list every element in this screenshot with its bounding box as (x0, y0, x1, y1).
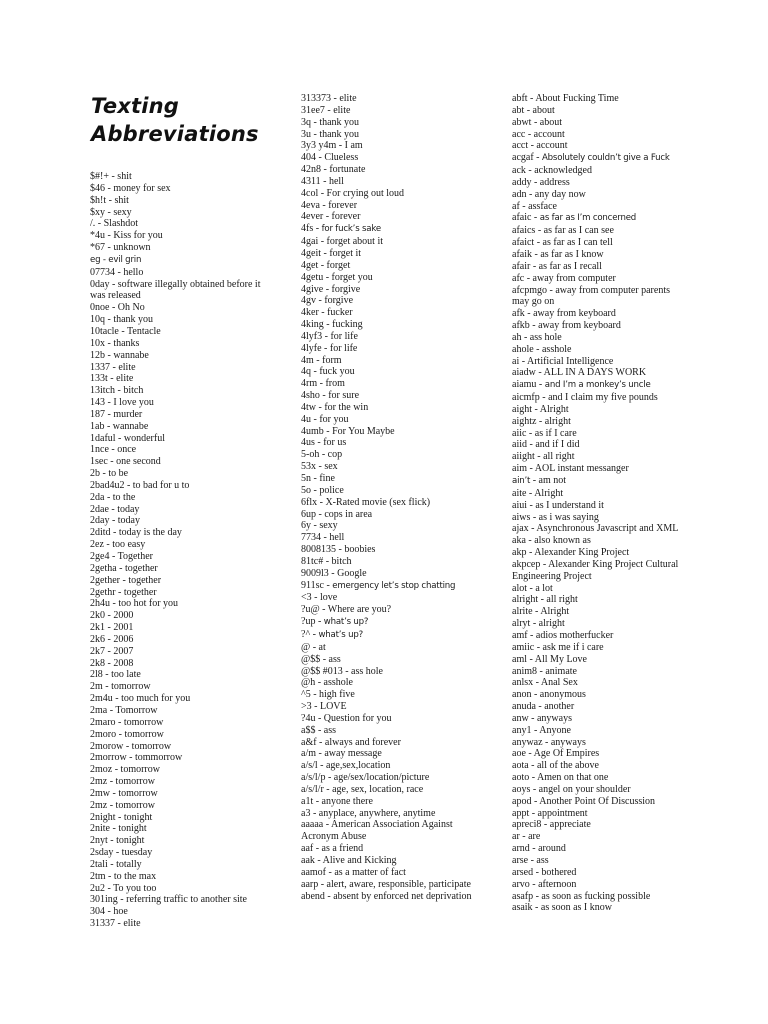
abbreviation-entry: anuda - another (512, 701, 575, 713)
abbreviation-entry: ?^ - what’s up? (301, 628, 363, 640)
abbreviation-entry: $xy - sexy (90, 206, 132, 218)
abbreviation-entry: afk - away from keyboard (512, 308, 616, 320)
abbreviation-entry: 2m - tomorrow (90, 681, 151, 693)
abbreviation-entry: aota - all of the above (512, 760, 599, 772)
abbreviation-entry: a/m - away message (301, 748, 382, 760)
abbreviation-entry: 2h4u - too hot for you (90, 598, 179, 610)
abbreviation-entry: anywaz - anyways (512, 736, 586, 748)
abbreviation-entry: 1ab - wannabe (90, 420, 149, 432)
abbreviation-entry: aaf - as a friend (301, 843, 364, 855)
abbreviation-entry: 2l8 - too late (90, 669, 141, 681)
abbreviation-entry: 6flx - X-Rated movie (sex flick) (301, 496, 431, 508)
abbreviation-column-3 (512, 93, 687, 914)
abbreviation-entry: a1t - anyone there (301, 795, 373, 807)
abbreviation-entry: acc - account (512, 128, 565, 140)
abbreviation-entry: $h!t - shit (90, 194, 129, 206)
styled-definition: for fuck’s sake (321, 224, 381, 235)
abbreviation-entry: 2ditd - today is the day (90, 527, 182, 539)
abbreviation-entry: abwt - about (512, 116, 562, 128)
abbreviation-entry: 4q - fuck you (301, 366, 355, 378)
abbreviation-entry: 2night - tonight (90, 811, 153, 823)
abbreviation-entry: 2nyt - tonight (90, 835, 145, 847)
abbreviation-entry: 4tw - for the win (301, 401, 369, 413)
abbreviation-entry: ?4u - Question for you (301, 712, 392, 724)
abbreviation-entry: *67 - unknown (90, 242, 151, 254)
abbreviation-entry: apreci8 - appreciate (512, 819, 591, 831)
abbreviation-entry: aim - AOL instant messanger (512, 463, 629, 475)
styled-definition: eg - evil grin (90, 254, 142, 265)
abbreviation-entry: 2ge4 - Together (90, 551, 153, 562)
styled-definition: what’s up? (323, 617, 369, 628)
abbreviation-entry: ack - acknowledged (512, 165, 592, 177)
abbreviation-entry: aiic - as if I care (512, 427, 577, 439)
abbreviation-entry: ajax - Asynchronous Javascript and XML (512, 523, 679, 535)
abbreviation-entry: 2mz - tomorrow (90, 776, 155, 788)
abbreviation-entry: 2ez - too easy (90, 539, 146, 551)
abbreviation-entry: 1sec - one second (90, 456, 161, 468)
abbreviation-entry: amiic - ask me if i care (512, 641, 604, 653)
styled-definition: emergency let’s stop chatting (332, 580, 456, 591)
abbreviation-entry: ?up - what’s up? (301, 616, 369, 628)
abbreviation-entry: 4lyf3 - for life (301, 330, 358, 342)
abbreviation-entry: arvo - afternoon (512, 878, 577, 890)
styled-definition: ain’t (512, 476, 531, 486)
abbreviation-entry: 42n8 - fortunate (301, 164, 366, 176)
abbreviation-entry: ?u@ - Where are you? (301, 604, 392, 616)
styled-definition: Absolutely couldn’t give a Fuck (541, 153, 670, 164)
abbreviation-entry: 4ever - forever (301, 211, 361, 223)
abbreviation-entry: aoys - angel on your shoulder (512, 783, 631, 795)
abbreviation-entry: 2morrow - tommorrow (90, 752, 183, 764)
abbreviation-entry: 2k0 - 2000 (90, 610, 134, 622)
abbreviation-entry: 2k1 - 2001 (90, 622, 134, 634)
abbreviation-entry: 133t - elite (90, 373, 134, 385)
abbreviation-entry: 2gethr - together (90, 586, 157, 598)
abbreviation-entry: ain’t - am not (512, 475, 567, 486)
abbreviation-entry: 2moro - tomorrow (90, 728, 164, 740)
abbreviation-entry: aiui - as I understand it (512, 499, 604, 511)
abbreviation-entry: a$$ - ass (301, 724, 336, 736)
abbreviation-entry: arnd - around (512, 843, 566, 855)
abbreviation-entry: 2mz - tomorrow (90, 799, 155, 811)
abbreviation-entry: aamof - as a matter of fact (301, 866, 406, 878)
abbreviation-entry: 4lyfe - for life (301, 342, 358, 354)
abbreviation-entry: 1daful - wonderful (90, 432, 165, 444)
abbreviation-entry: anw - anyways (512, 712, 572, 724)
abbreviation-entry: 4rm - from (301, 378, 345, 390)
abbreviation-entry: afc - away from computer (512, 272, 616, 284)
abbreviation-entry: 10x - thanks (90, 337, 140, 349)
abbreviation-entry: 2da - to the (90, 491, 136, 503)
abbreviation-entry: 2moz - tomorrow (90, 764, 160, 776)
abbreviation-entry: 5n - fine (301, 473, 335, 484)
abbreviation-entry: 0noe - Oh No (90, 302, 145, 314)
abbreviation-entry: aml - All My Love (512, 653, 587, 665)
abbreviation-entry: 2b - to be (90, 468, 129, 480)
abbreviation-entry: 3q - thank you (301, 116, 360, 128)
abbreviation-entry: abt - about (512, 104, 555, 116)
abbreviation-entry: arse - ass (512, 855, 549, 866)
abbreviation-entry: 2morow - tomorrow (90, 740, 172, 752)
abbreviation-entry: alryt - alright (512, 618, 565, 630)
abbreviation-entry: $#!+ - shit (90, 171, 132, 182)
abbreviation-entry: 4get - forget (301, 259, 351, 271)
abbreviation-entry: addy - address (512, 176, 570, 188)
abbreviation-entry: 301ing - referring traffic to another site (90, 894, 247, 906)
abbreviation-entry: a/s/l/p - age/sex/location/picture (301, 772, 430, 784)
abbreviation-entry: 7734 - hell (301, 532, 345, 544)
abbreviation-entry: afcpmgo - away from computer parents may go on (512, 284, 670, 308)
abbreviation-entry: aiamu - and I’m a monkey’s uncle (512, 379, 651, 391)
abbreviation-entry: 2dae - today (90, 503, 140, 515)
abbreviation-entry: alright - all right (512, 594, 578, 606)
abbreviation-entry: <3 - love (301, 592, 338, 604)
abbreviation-entry: akp - Alexander King Project (512, 547, 630, 559)
abbreviation-entry: 07734 - hello (90, 266, 144, 278)
abbreviation-entry: 2mw - tomorrow (90, 787, 158, 799)
abbreviation-entry: 4gv - forgive (301, 295, 354, 307)
abbreviation-entry: @$$ - ass (301, 653, 341, 665)
abbreviation-entry: ^5 - high five (301, 689, 355, 701)
abbreviation-entry: aiadw - ALL IN A DAYS WORK (512, 367, 647, 379)
abbreviation-entry: aiws - as i was saying (512, 511, 599, 523)
abbreviation-entry: alrite - Alright (512, 606, 570, 618)
abbreviation-entry: 4m - form (301, 354, 342, 366)
abbreviation-entry: 2day - today (90, 515, 140, 527)
abbreviation-entry: aiid - and if I did (512, 439, 580, 451)
abbreviation-entry: 4umb - For You Maybe (301, 425, 395, 437)
abbreviation-entry: 2k6 - 2006 (90, 633, 134, 645)
abbreviation-entry: 2tali - totally (90, 858, 142, 870)
abbreviation-entry: 1337 - elite (90, 361, 136, 373)
abbreviation-entry: 5o - police (301, 484, 344, 496)
abbreviation-entry: a/s/l/r - age, sex, location, race (301, 783, 424, 795)
abbreviation-entry: 53x - sex (301, 461, 338, 473)
styled-definition: what’s up? (318, 629, 363, 640)
abbreviation-entry: a3 - anyplace, anywhere, anytime (301, 807, 436, 819)
abbreviation-entry: ahole - asshole (512, 343, 572, 355)
abbreviation-entry: anim8 - animate (512, 665, 577, 677)
abbreviation-entry: aiight - all right (512, 451, 575, 463)
abbreviation-entry: /. - Slashdot (90, 218, 139, 230)
abbreviation-entry: >3 - LOVE (301, 701, 347, 713)
abbreviation-entry: 2nite - tonight (90, 823, 147, 835)
abbreviation-entry: asaik - as soon as I know (512, 902, 612, 914)
abbreviation-entry: anon - anonymous (512, 689, 586, 701)
abbreviation-entry: abft - About Fucking Time (512, 93, 619, 104)
abbreviation-entry: aicmfp - and I claim my five pounds (512, 392, 658, 404)
abbreviation-entry: ar - are (512, 831, 541, 843)
abbreviation-entry: 4fs - for fuck’s sake (301, 223, 381, 235)
abbreviation-entry: 2getha - together (90, 562, 158, 574)
abbreviation-entry: appt - appointment (512, 807, 588, 819)
abbreviation-entry: 31ee7 - elite (301, 104, 351, 116)
abbreviation-entry: 304 - hoe (90, 906, 128, 918)
abbreviation-entry: adn - any day now (512, 188, 586, 200)
abbreviation-entry: 12b - wannabe (90, 349, 149, 361)
abbreviation-entry: 2ma - Tomorrow (90, 704, 158, 716)
abbreviation-entry: afair - as far as I recall (512, 260, 602, 272)
abbreviation-entry: aarp - alert, aware, responsible, participate (301, 878, 471, 890)
abbreviation-entry: 313373 - elite (301, 93, 357, 104)
abbreviation-entry: 3y3 y4m - I am (301, 140, 363, 152)
abbreviation-entry: 2tm - to the max (90, 870, 157, 882)
abbreviation-entry: 2u2 - To you too (90, 882, 157, 894)
abbreviation-entry: aightz - alright (512, 415, 571, 427)
abbreviation-entry: akpcep - Alexander King Project Cultural Engineering Project (512, 558, 679, 582)
abbreviation-entry: ah - ass hole (512, 331, 562, 343)
abbreviation-entry: 81tc# - bitch (301, 555, 352, 567)
abbreviation-entry: 2m4u - too much for you (90, 693, 191, 705)
abbreviation-entry: 31337 - elite (90, 918, 141, 930)
abbreviation-entry: 10tacle - Tentacle (90, 325, 161, 337)
abbreviation-entry: 5-oh - cop (301, 449, 343, 461)
abbreviation-entry: alot - a lot (512, 582, 553, 594)
abbreviation-entry: 13itch - bitch (90, 385, 144, 397)
abbreviation-entry: *4u - Kiss for you (90, 230, 163, 242)
abbreviation-entry: 4sho - for sure (301, 390, 360, 402)
abbreviation-entry: afkb - away from keyboard (512, 320, 621, 332)
abbreviation-entry: 2maro - tomorrow (90, 716, 164, 728)
styled-definition: and I’m a monkey’s uncle (544, 380, 651, 391)
abbreviation-entry: aaaaa - American Association Against Acronym Abuse (301, 819, 453, 843)
abbreviation-entry: aak - Alive and Kicking (301, 855, 397, 866)
page-title (91, 92, 291, 148)
abbreviation-entry: 2k8 - 2008 (90, 657, 134, 669)
abbreviation-entry: abend - absent by enforced net deprivation (301, 890, 472, 902)
abbreviation-entry: 4gai - forget about it (301, 236, 384, 248)
abbreviation-entry: @$$ #013 - ass hole (301, 665, 383, 677)
abbreviation-entry: afaik - as far as I know (512, 248, 604, 260)
abbreviation-entry: 187 - murder (90, 408, 143, 420)
title-line-1: Texting (91, 94, 180, 118)
abbreviation-entry: afaict - as far as I can tell (512, 237, 613, 249)
abbreviation-entry: 4311 - hell (301, 175, 344, 187)
abbreviation-entry: afaics - as far as I can see (512, 225, 614, 237)
abbreviation-entry: 6y - sexy (301, 520, 338, 532)
abbreviation-entry: 6up - cops in area (301, 508, 373, 520)
abbreviation-entry: a&f - always and forever (301, 736, 401, 748)
abbreviation-entry: aoe - Age Of Empires (512, 748, 600, 760)
abbreviation-entry: 2k7 - 2007 (90, 645, 134, 657)
abbreviation-entry: acgaf - Absolutely couldn’t give a Fuck (512, 152, 670, 164)
abbreviation-entry (90, 254, 265, 267)
abbreviation-entry: aka - also known as (512, 535, 591, 547)
abbreviation-entry: aoto - Amen on that one (512, 772, 609, 784)
abbreviation-entry: anlsx - Anal Sex (512, 677, 578, 689)
abbreviation-entry: 4king - fucking (301, 319, 363, 331)
abbreviation-entry: 404 - Clueless (301, 152, 359, 164)
abbreviation-entry: $46 - money for sex (90, 182, 171, 194)
abbreviation-entry: 10q - thank you (90, 314, 154, 326)
abbreviation-entry: 911sc - emergency let’s stop chatting (301, 579, 456, 591)
abbreviation-entry: 3u - thank you (301, 128, 360, 140)
abbreviation-entry: 2sday - tuesday (90, 847, 153, 859)
abbreviation-entry: amf - adios motherfucker (512, 629, 614, 641)
abbreviation-column-2 (301, 93, 476, 902)
abbreviation-entry: 2bad4u2 - to bad for u to (90, 479, 190, 491)
styled-definition: as far as I’m concerned (539, 213, 637, 224)
title-line-2: Abbreviations (91, 122, 259, 146)
abbreviation-entry: @ - at (301, 641, 326, 653)
abbreviation-entry: ai - Artificial Intelligence (512, 355, 614, 367)
abbreviation-entry: a/s/l - age,sex,location (301, 760, 391, 772)
abbreviation-entry: 8008135 - boobies (301, 544, 376, 556)
abbreviation-entry: asafp - as soon as fucking possible (512, 890, 651, 902)
abbreviation-entry: 9009l3 - Google (301, 567, 367, 579)
abbreviation-entry: 4col - For crying out loud (301, 187, 405, 199)
abbreviation-entry: 4geit - forget it (301, 247, 362, 259)
abbreviation-entry: arsed - bothered (512, 866, 577, 878)
abbreviation-entry: 0day - software illegally obtained before it was released (90, 278, 261, 302)
abbreviation-entry: 1nce - once (90, 444, 137, 456)
abbreviation-entry: 4eva - forever (301, 199, 358, 211)
abbreviation-entry: acct - account (512, 140, 568, 152)
abbreviation-entry: afaic - as far as I’m concerned (512, 212, 637, 224)
abbreviation-entry: 2gether - together (90, 574, 162, 586)
abbreviation-entry: any1 - Anyone (512, 724, 571, 736)
abbreviation-entry: 4ker - fucker (301, 307, 353, 319)
abbreviation-column-1 (90, 171, 265, 930)
abbreviation-entry: 4us - for us (301, 437, 347, 449)
abbreviation-entry: apod - Another Point Of Discussion (512, 795, 656, 807)
abbreviation-entry: 4u - for you (301, 413, 349, 425)
abbreviation-entry: 4give - forgive (301, 283, 361, 295)
abbreviation-entry: 4getu - forget you (301, 271, 373, 283)
abbreviation-entry: 143 - I love you (90, 397, 154, 409)
abbreviation-entry: aight - Alright (512, 403, 569, 415)
abbreviation-entry: aite - Alright (512, 487, 564, 499)
abbreviation-entry: @h - asshole (301, 677, 353, 689)
abbreviation-entry: af - assface (512, 200, 557, 212)
